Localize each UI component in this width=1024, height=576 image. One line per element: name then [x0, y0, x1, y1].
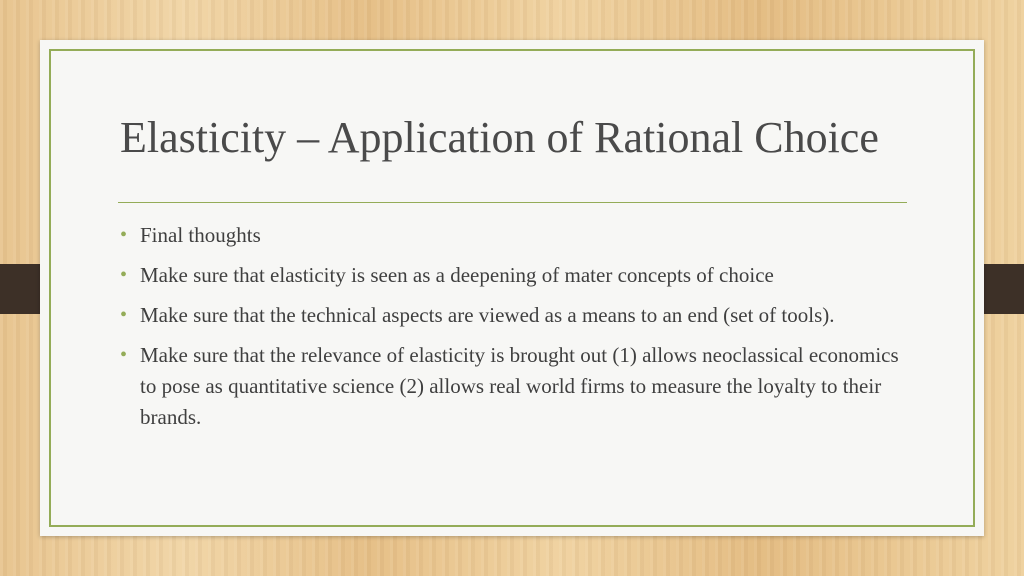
bullet-dot-icon: • [120, 344, 128, 366]
bullet-item-final-thoughts [120, 220, 900, 251]
bullet-dot-icon: • [120, 264, 128, 286]
title-divider [118, 202, 907, 203]
bullet-text: Make sure that the relevance of elasticity is brought out (1) allows neoclassical economics to pose as quantitative science (2) allows real world firms to measure the loyalty to their brands. [140, 343, 899, 429]
bullet-item-relevance [120, 340, 900, 433]
bullet-text: Make sure that the technical aspects are viewed as a means to an end (set of tools). [140, 303, 835, 327]
bullet-item-technical-aspects [120, 300, 900, 331]
bullet-text: Make sure that elasticity is seen as a deepening of mater concepts of choice [140, 263, 774, 287]
bullet-item-deepening-concepts [120, 260, 900, 291]
slide-title: Elasticity – Application of Rational Choice [120, 113, 879, 162]
slide-card [40, 40, 984, 536]
bullet-text: Final thoughts [140, 223, 261, 247]
bullet-dot-icon: • [120, 304, 128, 326]
bullet-dot-icon: • [120, 224, 128, 246]
bullet-list [120, 220, 900, 442]
